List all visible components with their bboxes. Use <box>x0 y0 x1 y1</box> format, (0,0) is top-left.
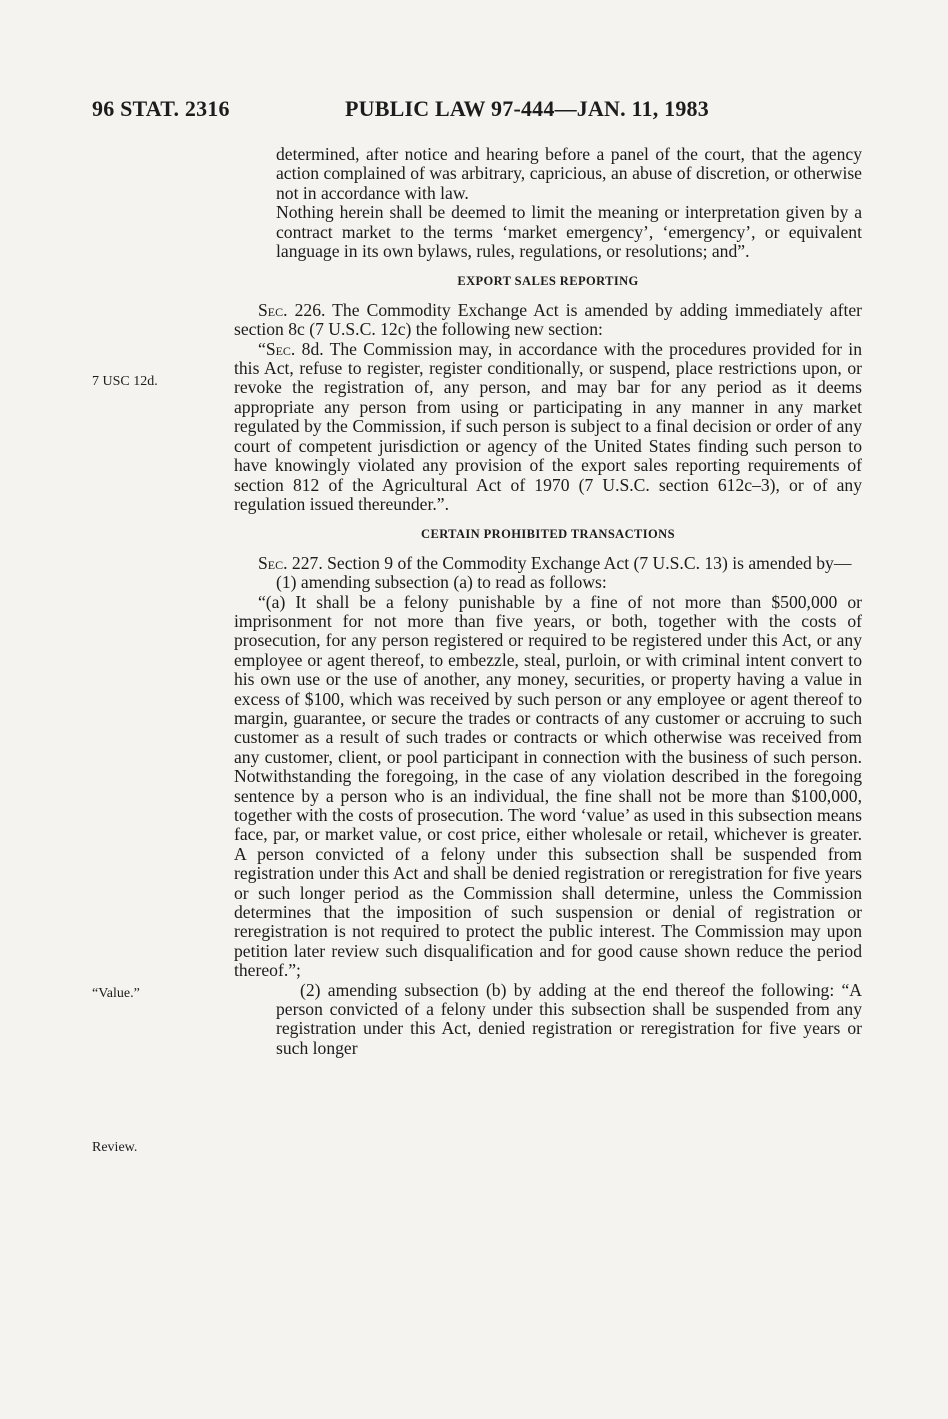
page-title: PUBLIC LAW 97-444—JAN. 11, 1983 <box>345 96 709 121</box>
section-8d <box>234 340 862 515</box>
section-227-text: 227. Section 9 of the Commodity Exchange Act (7 U.S.C. 13) is amended by— <box>287 552 852 573</box>
open-quote: “ <box>258 338 266 359</box>
section-227 <box>234 554 862 573</box>
amendment-item-1: (1) amending subsection (a) to read as follows: <box>276 572 607 593</box>
margin-note-value: “Value.” <box>92 986 140 1001</box>
section-label: Sec. <box>258 552 288 573</box>
continuation-block <box>234 145 862 261</box>
section-label: Sec. <box>258 299 288 320</box>
amendment-item-2-block <box>234 981 862 1059</box>
section-8d-text: 8d. The Commission may, in accordance with the procedures provided for in this Act, refuse to register, register conditionally, or suspend, place restrictions upon, or revoke the registration of, any person, and may bar for any period as it deems appropriate any person from using or participating in any manner in any market regulated by the Commission, if such person is subject to a final decision or order of any court of competent jurisdiction or agency of the United States finding such person to have knowingly violated any provision of the export sales reporting requirements of section 812 of the Agricultural Act of 1970 (7 U.S.C. section 612c–3), or of any regulation issued thereunder.”. <box>234 338 862 514</box>
section-heading-export: EXPORT SALES REPORTING <box>457 274 639 289</box>
stat-reference: 96 STAT. 2316 <box>92 96 230 121</box>
continuation-paragraph: Nothing herein shall be deemed to limit the meaning or interpretation given by a contract market to the terms ‘market emergency’, ‘emergency’, or equivalent language in its own bylaws, rules, regulations, or resolutions; and”. <box>276 202 862 262</box>
statute-body <box>234 145 862 1058</box>
continuation-paragraph: determined, after notice and hearing before a panel of the court, that the agency action complained of was arbitrary, capricious, an abuse of discretion, or otherwise not in accordance with law. <box>276 144 862 203</box>
margin-note-usc: 7 USC 12d. <box>92 374 158 389</box>
section-226 <box>234 301 862 340</box>
subsection-a: “(a) It shall be a felony punishable by a fine of not more than $500,000 or imprisonment for not more than five years, or both, together with the costs of prosecution, for any person registered or required to be registered under this Act, or any employee or agent thereof, to embezzle, steal, purloin, or with criminal intent convert to his own use or the use of another, any money, securities, or property having a value in excess of $100, which was received by such person or any employee or agent thereof to margin, guarantee, or secure the trades or contracts of any customer or accruing to such customer as a result of such trades or contracts or which otherwise was received from any customer, client, or pool participant in connection with the business of such person. Notwithstanding the foregoing, in the case of any violation described in the foregoing sentence by a person who is an individual, the fine shall not be more than $100,000, together with the costs of prosecution. The word ‘value’ as used in this subsection means face, par, or market value, or cost price, either wholesale or retail, whichever is greater. A person convicted of a felony under this subsection shall be suspended from registration under this Act and shall be denied registration or reregistration for five years or such longer period as the Commission shall determine, unless the Commission determines that the imposition of such suspension or denial of registration or reregistration is not required to protect the public interest. The Commission may upon petition later review such disqualification and for good cause shown reduce the period thereof.”; <box>234 591 862 981</box>
amendment-item-2: (2) amending subsection (b) by adding at the end thereof the following: “A person convicted of a felony under this subsection shall be suspended from any registration under this Act, denied registration or reregistration for five years or such longer <box>276 979 862 1058</box>
section-226-text: 226. The Commodity Exchange Act is amended by adding immediately after section 8c (7 U.S.C. 12c) the following new section: <box>234 299 862 340</box>
margin-note-review: Review. <box>92 1140 138 1155</box>
section-label: Sec. <box>265 338 296 359</box>
section-heading-prohibited: CERTAIN PROHIBITED TRANSACTIONS <box>421 527 675 542</box>
